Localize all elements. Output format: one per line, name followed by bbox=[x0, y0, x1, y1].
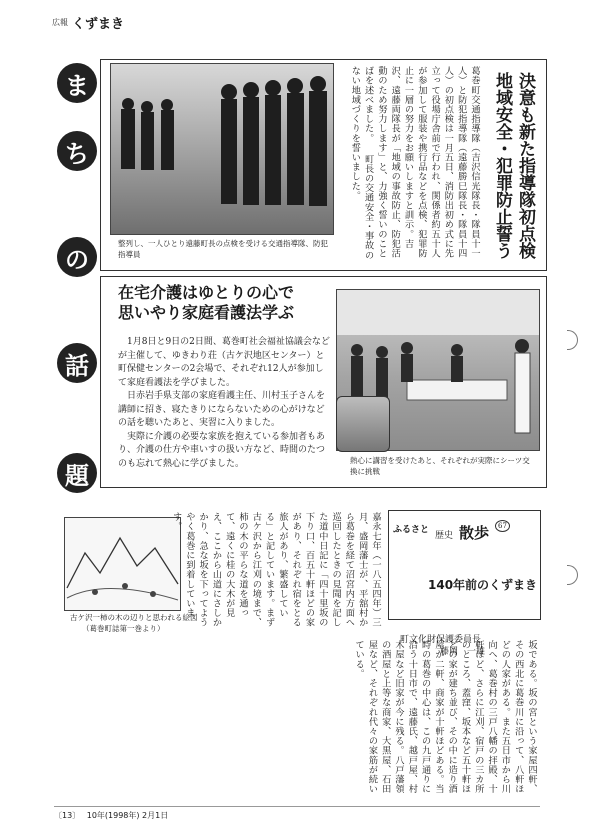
map-caption-line1: 古ケ沢一柿の木の辺りと思われる絵図 bbox=[70, 613, 198, 622]
historic-map-drawing bbox=[64, 517, 181, 611]
footer-page: 〔13〕 10年(1998年) 2月1日 bbox=[54, 811, 169, 820]
issue-date: 10年(1998年) 2月1日 bbox=[86, 811, 169, 820]
side-title-char: 話 bbox=[57, 343, 97, 383]
history-tab bbox=[393, 514, 510, 543]
headline-nursing-line2: 思いやり家庭看護法学ぶ bbox=[118, 303, 295, 322]
history-kind-label: 歴史 bbox=[435, 531, 454, 541]
side-title-char: の bbox=[57, 237, 97, 277]
header-title: くずまき bbox=[72, 17, 125, 32]
headline-patrol: 決意も新た指導隊初点検 地域安全・犯罪防止誓う bbox=[492, 72, 535, 259]
binder-ring bbox=[567, 565, 578, 585]
paragraph: 日赤岩手県支部の家庭看護主任、川村玉子さんを講師に招き、寝たきりにならないための心がけなどの話を聴いたあと、実習に入りました。 bbox=[118, 391, 326, 428]
series-number-badge: 67 bbox=[495, 520, 510, 532]
headline-nursing-line1: 在宅介護はゆとりの心で bbox=[118, 283, 295, 302]
history-body-upper: 嘉永七年（一八五四年）三月、盛岡藩士が、平舘村から葛巻を経て沼宮内方面へ巡回したときの見聞を記した道中日記に「四十里坂の下り口、百五十軒ほどの家があり、それぞれ宿をとる旅人があり、繁盛している」と記しています。まず古ケ沢から江刈の境まで、柿の木の平らな道を通って、遠くに桂の大木が見え、ここから山道にさしかかり、急な坂を下ってようやく葛巻に到着しています。 bbox=[170, 512, 381, 628]
paragraph: 実際に介護の必要な家族を抱えている参加者もあり、介護の仕方や車いすの扱い方など、時間のたつのも忘れて熱心に学びました。 bbox=[118, 431, 326, 469]
map-caption-line2: （葛巻町誌第一巻より） bbox=[82, 624, 165, 633]
photo-caption-patrol: 整列し、一人ひとり遠藤町長の点検を受ける交通指導隊、防犯指導員 bbox=[118, 239, 328, 259]
history-title: 散歩 bbox=[459, 524, 490, 542]
author-role: 町文化財保護委員長 bbox=[400, 635, 482, 645]
header-label: 広報 bbox=[52, 18, 68, 27]
binder-ring bbox=[567, 330, 578, 350]
side-title bbox=[57, 63, 99, 493]
photo-inset-trainee bbox=[336, 396, 390, 452]
page-number: 13 bbox=[62, 811, 73, 820]
body-text-patrol: 葛巻町交通指導隊（吉沢信光隊長・隊員十一人）と防犯指導隊（遠藤勝巳隊長・隊員十四人）の初点検は一月五日、消防出初め式に先立って役場庁舎前で行われ、関係者約五十人が参加して服装や携行品などを点検、犯罪防止に一層の努力をお願いしますと訓示。吉沢、遠藤両隊長が「地域の事故防止、防犯活動のため努力します」と、力強く誓いのことばを述べました。 町長の交通安全・事故のない地域づくりを誓いました。 bbox=[349, 66, 480, 260]
uniformed-officers-illustration bbox=[111, 64, 333, 234]
author-name: 藤岡 一雄 bbox=[440, 647, 486, 657]
side-title-char: ま bbox=[57, 63, 97, 103]
side-title-char: ち bbox=[57, 131, 97, 171]
side-title-char: 題 bbox=[57, 453, 97, 493]
history-body-lower: 坂である。坂の宮という家屋四軒、その西北に葛巻川に沿って、八軒ほどの人家がある。また五日市から川向へ、葛巻村の三戸八幡の拝殿、十軒ほど、さらに江刈、宿戸の三カ所のところ、蓋窪、坂本など五十軒ほどの家が建ち並び、その中に造り酒屋が二軒、商家が十軒ほどある。当時の葛巻の中心は、この九戸通りに沿う十日市で、遠藤氏、越戸屋、村木屋など旧家が今に残る。八戸藩領の酒屋と上等な商家、大黒屋、石田屋など、それぞれ代々の家筋が続いている。 bbox=[353, 640, 537, 794]
mountain-sketch-illustration bbox=[65, 518, 180, 610]
body-text-nursing bbox=[118, 336, 330, 471]
footer-rule bbox=[54, 806, 540, 807]
photo-patrol-inspection bbox=[110, 63, 334, 235]
paragraph: 1月8日と9日の2日間、葛巻町社会福祉協議会などが主催して、ゆきわり荘（古ケ沢地区センター）と町保健センターの2会場で、それぞれ12人が参加して家庭看護法を学びました。 bbox=[118, 337, 330, 388]
history-tab-label: ふるさと bbox=[393, 525, 430, 535]
history-subtitle: 140年前のくずまき bbox=[428, 578, 538, 592]
photo-caption-nursing: 熱心に講習を受けたあと、それぞれが実際にシーツ交換に挑戦 bbox=[350, 456, 530, 476]
